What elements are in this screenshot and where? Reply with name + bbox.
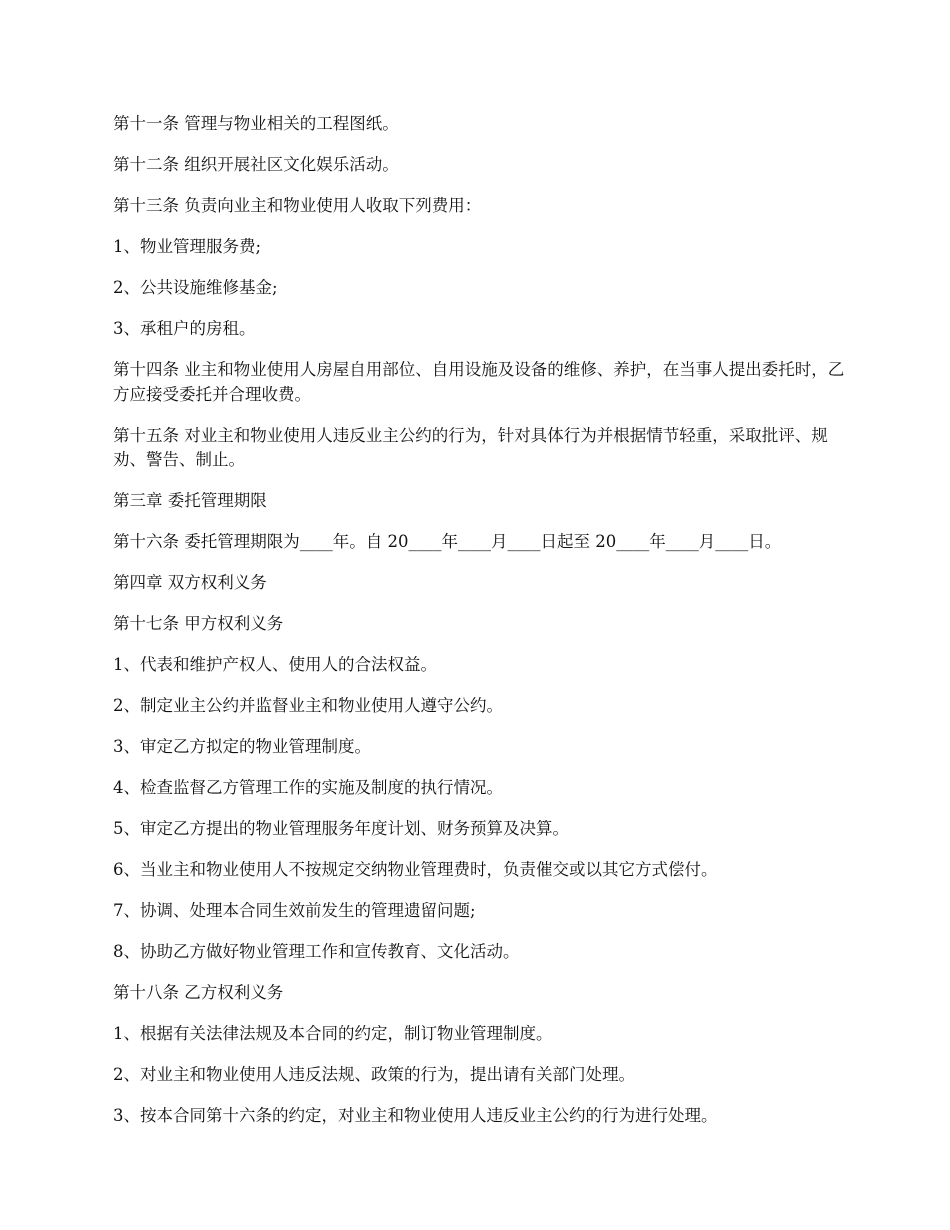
- article-15: 第十五条 对业主和物业使用人违反业主公约的行为，针对具体行为并根据情节轻重，采取批评、规劝、警告、制止。: [113, 425, 828, 469]
- article-17: 第十七条 甲方权利义务: [113, 614, 284, 633]
- chapter-3-heading: 第三章 委托管理期限: [113, 491, 267, 510]
- party-a-item-3: 3、审定乙方拟定的物业管理制度。: [113, 737, 371, 756]
- chapter-4-heading: 第四章 双方权利义务: [113, 573, 267, 592]
- fee-item-3: 3、承租户的房租。: [113, 319, 256, 338]
- party-a-item-7: 7、协调、处理本合同生效前发生的管理遗留问题;: [113, 901, 476, 920]
- party-a-item-2: 2、制定业主公约并监督业主和物业使用人遵守公约。: [113, 696, 503, 715]
- fee-item-1: 1、物业管理服务费;: [113, 237, 262, 256]
- party-a-item-8: 8、协助乙方做好物业管理工作和宣传教育、文化活动。: [113, 942, 520, 961]
- article-18: 第十八条 乙方权利义务: [113, 983, 284, 1002]
- party-a-item-1: 1、代表和维护产权人、使用人的合法权益。: [113, 655, 437, 674]
- party-b-item-3: 3、按本合同第十六条的约定，对业主和物业使用人违反业主公约的行为进行处理。: [113, 1106, 718, 1125]
- party-a-item-6: 6、当业主和物业使用人不按规定交纳物业管理费时，负责催交或以其它方式偿付。: [113, 860, 718, 879]
- article-16: 第十六条 委托管理期限为____年。自 20____年____月____日起至 20____年____月____日。: [113, 532, 782, 551]
- document-body: [113, 112, 853, 1145]
- party-b-item-1: 1、根据有关法律法规及本合同的约定，制订物业管理制度。: [113, 1024, 553, 1043]
- party-a-item-4: 4、检查监督乙方管理工作的实施及制度的执行情况。: [113, 778, 503, 797]
- article-13: 第十三条 负责向业主和物业使用人收取下列费用：: [113, 196, 482, 215]
- article-14: 第十四条 业主和物业使用人房屋自用部位、自用设施及设备的维修、养护，在当事人提出委托时，乙方应接受委托并合理收费。: [113, 360, 845, 404]
- article-12: 第十二条 组织开展社区文化娱乐活动。: [113, 155, 399, 174]
- party-a-item-5: 5、审定乙方提出的物业管理服务年度计划、财务预算及决算。: [113, 819, 569, 838]
- fee-item-2: 2、公共设施维修基金;: [113, 278, 278, 297]
- party-b-item-2: 2、对业主和物业使用人违反法规、政策的行为，提出请有关部门处理。: [113, 1065, 635, 1084]
- article-11: 第十一条 管理与物业相关的工程图纸。: [113, 114, 399, 133]
